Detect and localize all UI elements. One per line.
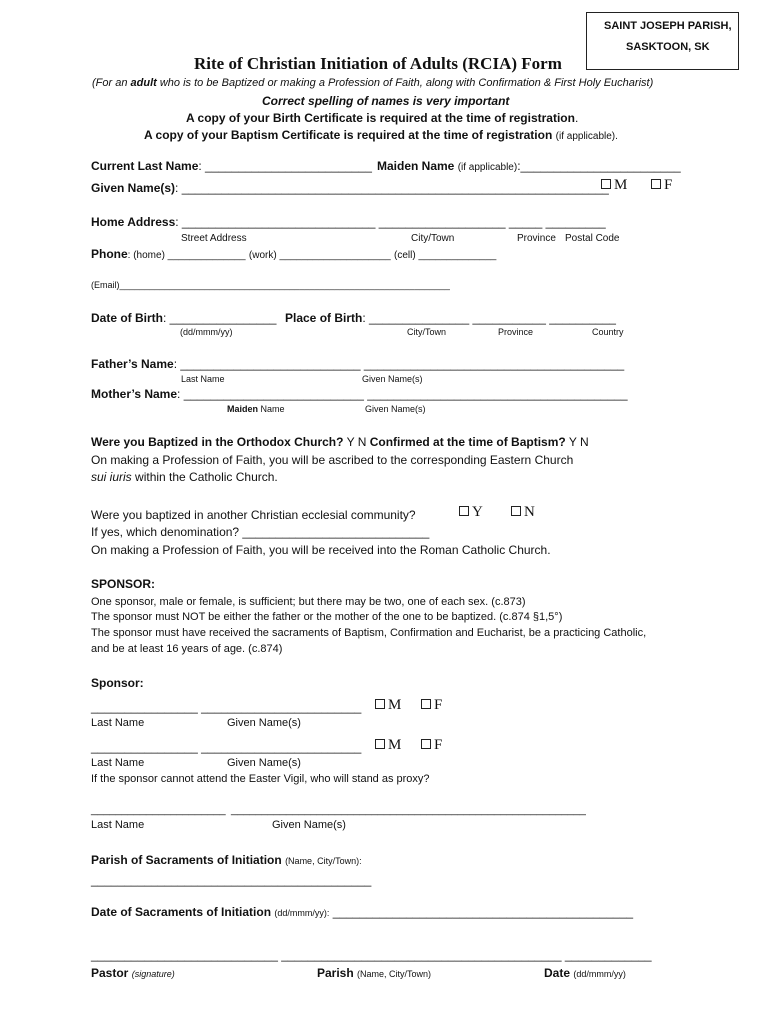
current-last-name-field[interactable]: Current Last Name: _________________________ — [91, 159, 372, 173]
form-subtitle: (For an adult who is to be Baptized or making a Profession of Faith, along with Confirmation & First Holy Eucharist) — [92, 77, 654, 89]
spelling-notice: Correct spelling of names is very important — [262, 94, 510, 108]
sponsor-rule-2: The sponsor must NOT be either the father or the mother of the one to be baptized. (c.874 §1,5°) — [91, 611, 563, 623]
sponsor-label: Sponsor: — [91, 676, 144, 690]
sponsor-heading: SPONSOR: — [91, 577, 156, 591]
parish-caption: Parish (Name, City/Town) — [317, 966, 432, 980]
proxy-last-name-field[interactable]: ______________________ — [91, 804, 226, 816]
maiden-name-field[interactable]: Maiden Name (if applicable):________________________ — [377, 159, 681, 173]
proxy-given-name-field[interactable]: __________________________________________________________ — [231, 804, 586, 816]
province-caption: Province — [517, 233, 556, 244]
ecclesial-yes-checkbox[interactable]: Y — [459, 504, 483, 521]
father-name-field[interactable]: Father’s Name: ___________________________ _______________________________________ — [91, 357, 625, 371]
postal-caption: Postal Code — [565, 233, 620, 244]
sponsor-2-last-caption: Last Name — [91, 757, 145, 769]
pob-city-caption: City/Town — [407, 327, 447, 337]
sponsor-1-m-checkbox[interactable]: M — [375, 697, 401, 714]
parish-sacraments-label: Parish of Sacraments of Initiation (Name, City/Town): — [91, 853, 362, 867]
given-names-field[interactable]: Given Name(s): ________________________________________________________________ — [91, 181, 609, 195]
date-caption: Date (dd/mmm/yy) — [544, 966, 626, 980]
gender-m-checkbox[interactable]: M — [601, 177, 627, 194]
sponsor-2-f-checkbox[interactable]: F — [421, 737, 442, 754]
place-of-birth-field[interactable]: Place of Birth: _______________ ___________ __________ — [285, 311, 616, 325]
proxy-given-caption: Given Name(s) — [272, 819, 346, 831]
date-sacraments-field[interactable]: Date of Sacraments of Initiation (dd/mmm/yy): _____________________________________________ — [91, 905, 634, 919]
parish-name: SAINT JOSEPH PARISH, — [604, 20, 732, 32]
birth-cert-notice: A copy of your Birth Certificate is required at the time of registration. — [186, 111, 579, 125]
pob-province-caption: Province — [498, 327, 534, 337]
denomination-field[interactable]: If yes, which denomination? ____________________________ — [91, 525, 430, 539]
roman-catholic-note: On making a Profession of Faith, you will be received into the Roman Catholic Church. — [91, 543, 551, 557]
sponsor-rule-3: The sponsor must have received the sacraments of Baptism, Confirmation and Eucharist, be a practicing Catholic, — [91, 627, 647, 639]
home-address-field[interactable]: Home Address: _____________________________ ___________________ _____ _________ — [91, 215, 606, 229]
street-address-caption: Street Address — [181, 233, 247, 244]
gender-f-checkbox[interactable]: F — [651, 177, 672, 194]
father-last-caption: Last Name — [181, 374, 225, 384]
mother-name-field[interactable]: Mother’s Name: ___________________________ _______________________________________ — [91, 387, 628, 401]
proxy-last-caption: Last Name — [91, 819, 145, 831]
signature-lines[interactable]: ____________________________ __________________________________________ _____________ — [91, 948, 652, 962]
pob-country-caption: Country — [592, 327, 624, 337]
father-given-caption: Given Name(s) — [362, 374, 423, 384]
email-field[interactable]: (Email)__________________________________________________________________ — [91, 280, 450, 290]
sponsor-rule-4: and be at least 16 years of age. (c.874) — [91, 643, 283, 655]
ecclesial-question: Were you baptized in another Christian ecclesial community? — [91, 508, 416, 522]
sponsor-2-given-caption: Given Name(s) — [227, 757, 301, 769]
baptism-cert-notice: A copy of your Baptism Certificate is required at the time of registration (if applicable). — [144, 128, 618, 142]
mother-given-caption: Given Name(s) — [365, 404, 426, 414]
proxy-question: If the sponsor cannot attend the Easter Vigil, who will stand as proxy? — [91, 773, 430, 785]
mother-maiden-caption: Maiden Name — [227, 404, 285, 414]
sponsor-1-f-checkbox[interactable]: F — [421, 697, 442, 714]
eastern-church-note: On making a Profession of Faith, you will be ascribed to the corresponding Eastern Church — [91, 453, 574, 467]
date-of-birth-field[interactable]: Date of Birth: ________________ — [91, 311, 277, 325]
pastor-caption: Pastor (signature) — [91, 966, 175, 980]
sponsor-2-name-field[interactable]: ________________ ________________________ — [91, 740, 362, 754]
sponsor-1-last-caption: Last Name — [91, 717, 145, 729]
sponsor-1-given-caption: Given Name(s) — [227, 717, 301, 729]
phone-field[interactable]: Phone: (home) ______________ (work) ____________________ (cell) ______________ — [91, 247, 497, 261]
ecclesial-no-checkbox[interactable]: N — [511, 504, 535, 521]
parish-sacraments-field[interactable]: __________________________________________ — [91, 873, 372, 887]
sui-iuris-note: sui iuris within the Catholic Church. — [91, 470, 278, 484]
form-title: Rite of Christian Initiation of Adults (RCIA) Form — [194, 54, 562, 73]
orthodox-question: Were you Baptized in the Orthodox Church? Y N Confirmed at the time of Baptism? Y N — [91, 435, 589, 449]
parish-city: SASKTOON, SK — [626, 41, 710, 53]
sponsor-rule-1: One sponsor, male or female, is sufficient; but there may be two, one of each sex. (c.873) — [91, 596, 526, 608]
city-caption: City/Town — [411, 233, 455, 244]
sponsor-1-name-field[interactable]: ________________ ________________________ — [91, 700, 362, 714]
sponsor-2-m-checkbox[interactable]: M — [375, 737, 401, 754]
dob-format-caption: (dd/mmm/yy) — [180, 327, 233, 337]
